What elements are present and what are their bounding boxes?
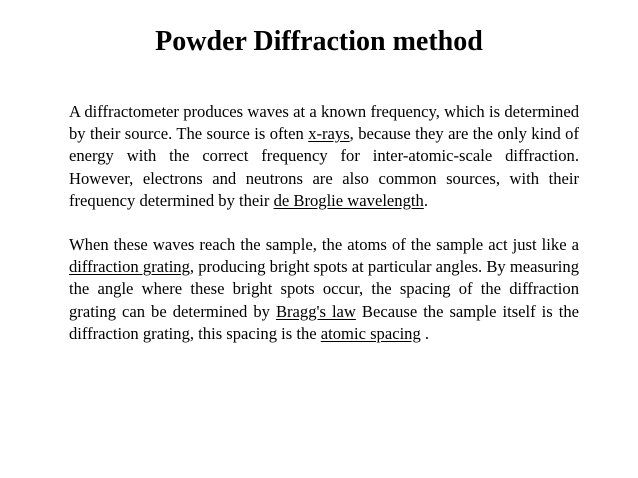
- link-atomic-spacing[interactable]: atomic spacing: [320, 323, 421, 343]
- paragraph-text: A diffractometer produces waves at a known frequency, which is determined by their source. The source is often: [69, 102, 579, 144]
- slide-title: Powder Diffraction method: [155, 26, 483, 57]
- paragraph-text: , producing bright spots at particular angles. By measuring the angle where these bright spots occur, the spacing of the diffraction grating can be determined by: [69, 257, 579, 321]
- paragraph-sample: [69, 234, 579, 345]
- paragraph-text: .: [423, 190, 428, 210]
- paragraph-text: , because they are the only kind of energy with the correct frequency for inter-atomic-scale diffraction. However, electrons and neutrons are also common sources, with their frequency determined by their: [69, 124, 579, 210]
- link-x-rays[interactable]: x-rays: [308, 124, 350, 144]
- link-diffraction-grating[interactable]: diffraction grating: [69, 257, 190, 277]
- link-braggs-law[interactable]: Bragg's law: [275, 301, 356, 321]
- paragraph-diffractometer: [69, 101, 579, 212]
- link-de-broglie-wavelength[interactable]: de Broglie wavelength: [273, 190, 424, 210]
- paragraph-text: When these waves reach the sample, the atoms of the sample act just like a: [69, 235, 579, 255]
- slide-body: [69, 101, 579, 345]
- paragraph-text: Because the sample itself is the diffraction grating, this spacing is the: [69, 301, 579, 343]
- paragraph-text: .: [420, 323, 430, 343]
